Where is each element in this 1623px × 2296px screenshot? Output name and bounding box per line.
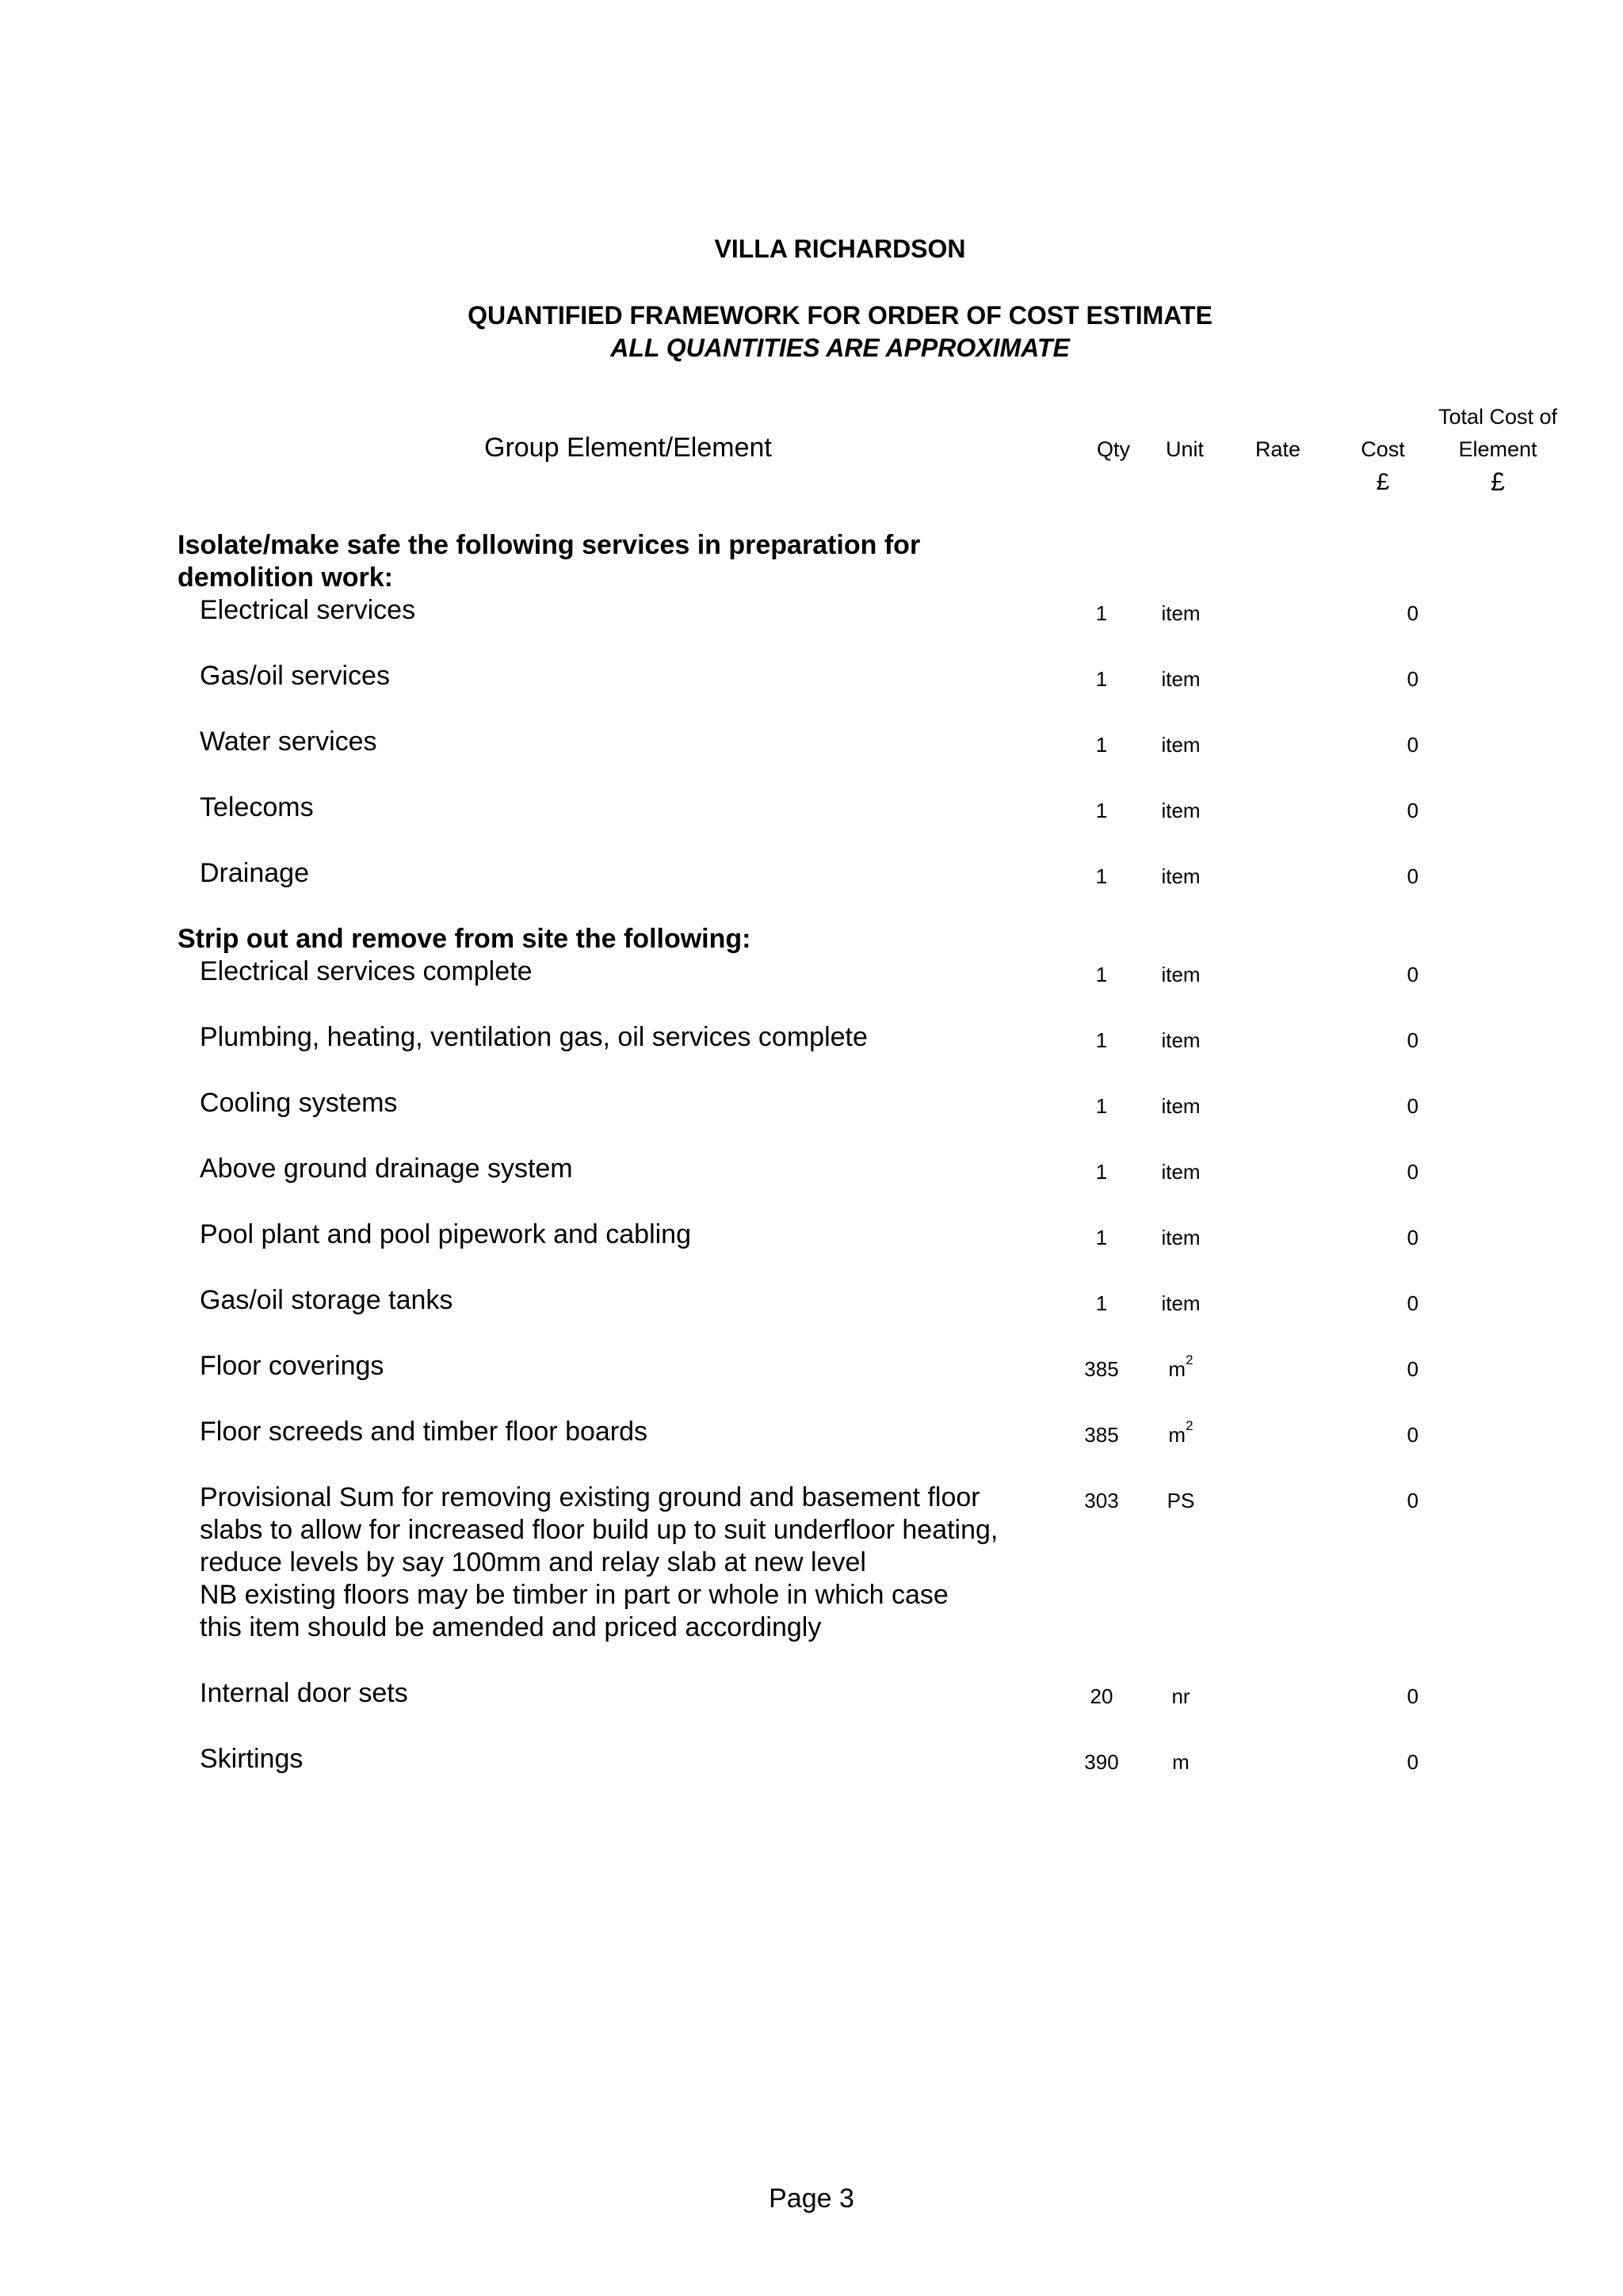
item-qty: 385 — [1084, 1357, 1119, 1381]
item-unit: item — [1161, 864, 1201, 888]
item-description: Drainage — [200, 858, 309, 888]
header-qty: Qty — [1096, 437, 1130, 461]
item-cost: 0 — [1407, 963, 1419, 986]
item-unit: item — [1161, 1160, 1201, 1184]
unit-superscript: 2 — [1186, 1418, 1193, 1433]
item-cost: 0 — [1407, 1357, 1419, 1381]
item-unit: item — [1161, 1291, 1201, 1315]
item-cost: 0 — [1407, 601, 1419, 625]
item-cost: 0 — [1407, 1160, 1419, 1184]
item-description: Electrical services complete — [200, 956, 533, 986]
item-description: Floor coverings — [200, 1351, 384, 1381]
item-qty: 1 — [1095, 1291, 1108, 1315]
item-description: Skirtings — [200, 1744, 304, 1774]
document-heading: QUANTIFIED FRAMEWORK FOR ORDER OF COST ESTIMATE — [468, 301, 1212, 330]
item-description-line: this item should be amended and priced accordingly — [200, 1612, 822, 1642]
item-cost: 0 — [1407, 667, 1419, 691]
item-qty: 390 — [1084, 1750, 1119, 1774]
header-rate: Rate — [1254, 437, 1301, 461]
item-description-line: NB existing floors may be timber in part or whole in which case — [200, 1580, 949, 1610]
item-unit — [1145, 1418, 1216, 1447]
item-unit: item — [1161, 667, 1201, 691]
item-description: Cooling systems — [200, 1088, 398, 1118]
item-cost: 0 — [1407, 1750, 1419, 1774]
item-unit: item — [1161, 601, 1201, 625]
item-qty: 1 — [1095, 1226, 1108, 1249]
item-description: Above ground drainage system — [200, 1154, 573, 1184]
item-cost: 0 — [1407, 1094, 1419, 1118]
item-qty: 1 — [1095, 799, 1108, 822]
section-title: demolition work: — [178, 563, 393, 593]
item-description-line: reduce levels by say 100mm and relay slab at new level — [200, 1547, 866, 1577]
header-unit: Unit — [1165, 437, 1204, 461]
item-qty: 303 — [1084, 1489, 1119, 1512]
item-qty: 20 — [1090, 1684, 1113, 1708]
item-description: Gas/oil storage tanks — [200, 1285, 453, 1315]
page-number: Page 3 — [769, 2183, 854, 2214]
item-qty: 1 — [1095, 963, 1108, 986]
document-subheading: ALL QUANTITIES ARE APPROXIMATE — [610, 334, 1070, 362]
item-description-line: slabs to allow for increased floor build up to suit underfloor heating, — [200, 1515, 999, 1545]
item-description: Gas/oil services — [200, 661, 390, 691]
item-unit: item — [1161, 1226, 1201, 1249]
item-description-line: Provisional Sum for removing existing ground and basement floor — [200, 1482, 980, 1512]
item-cost: 0 — [1407, 1291, 1419, 1315]
item-cost: 0 — [1407, 1423, 1419, 1447]
document-title: VILLA RICHARDSON — [714, 235, 966, 263]
item-description: Electrical services — [200, 595, 416, 625]
item-description: Floor screeds and timber floor boards — [200, 1417, 648, 1447]
item-cost: 0 — [1407, 733, 1419, 757]
header-cost-currency: £ — [1376, 469, 1390, 495]
item-unit — [1145, 1352, 1216, 1382]
header-total-line2: Element — [1458, 437, 1537, 461]
item-description: Telecoms — [200, 792, 314, 822]
item-qty: 1 — [1095, 1094, 1108, 1118]
item-qty: 1 — [1095, 1028, 1108, 1052]
header-total-line1: Total Cost of — [1438, 405, 1558, 429]
item-qty: 1 — [1095, 864, 1108, 888]
item-qty: 385 — [1084, 1423, 1119, 1447]
item-unit: nr — [1171, 1684, 1190, 1708]
header-element: Group Element/Element — [484, 433, 772, 463]
item-cost: 0 — [1407, 864, 1419, 888]
item-qty: 1 — [1095, 1160, 1108, 1184]
header-total-currency: £ — [1491, 467, 1505, 496]
item-description: Plumbing, heating, ventilation gas, oil services complete — [200, 1022, 868, 1052]
item-unit: item — [1161, 733, 1201, 757]
unit-base: m — [1168, 1357, 1186, 1381]
item-qty: 1 — [1095, 667, 1108, 691]
item-cost: 0 — [1407, 1489, 1419, 1512]
section-title: Isolate/make safe the following services in preparation for — [178, 530, 921, 560]
item-unit: PS — [1167, 1489, 1195, 1512]
unit-superscript: 2 — [1186, 1352, 1193, 1367]
item-description: Pool plant and pool pipework and cabling — [200, 1219, 692, 1249]
unit-base: m — [1168, 1423, 1186, 1447]
item-description: Water services — [200, 727, 377, 757]
item-unit: item — [1161, 1028, 1201, 1052]
item-cost: 0 — [1407, 1684, 1419, 1708]
header-cost: Cost — [1361, 437, 1405, 461]
item-qty: 1 — [1095, 601, 1108, 625]
item-unit: item — [1161, 1094, 1201, 1118]
item-cost: 0 — [1407, 1028, 1419, 1052]
item-unit: item — [1161, 799, 1201, 822]
item-qty: 1 — [1095, 733, 1108, 757]
section-title: Strip out and remove from site the following: — [178, 924, 751, 954]
item-cost: 0 — [1407, 1226, 1419, 1249]
item-unit: m — [1172, 1750, 1190, 1774]
item-description: Internal door sets — [200, 1678, 408, 1708]
item-cost: 0 — [1407, 799, 1419, 822]
item-unit: item — [1161, 963, 1201, 986]
